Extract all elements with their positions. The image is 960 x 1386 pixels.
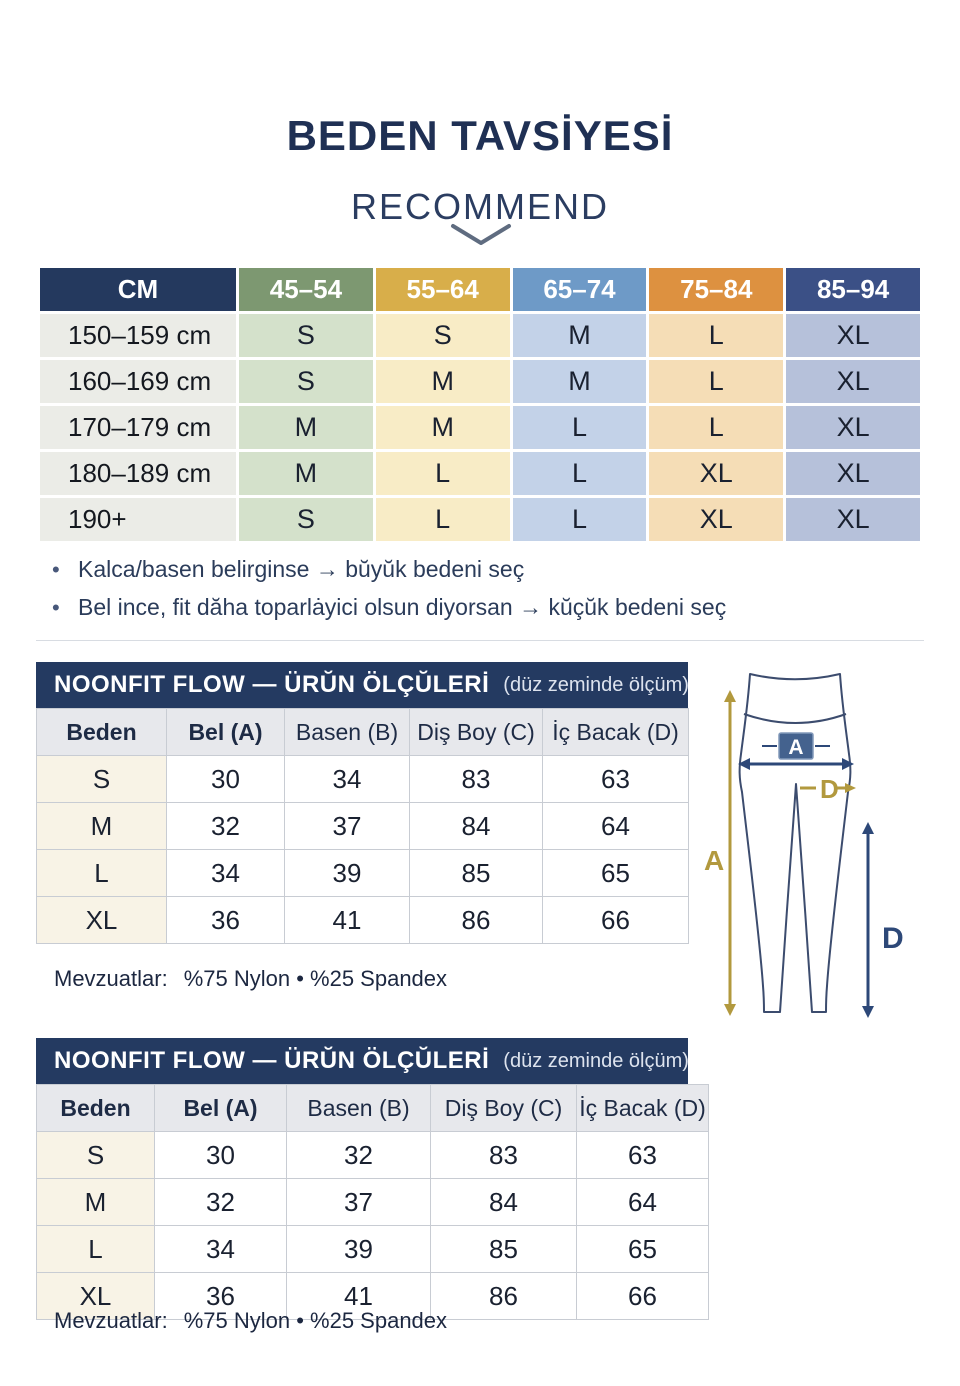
size-cell: S xyxy=(239,498,373,541)
column-header: Beden xyxy=(37,1085,155,1132)
size-cell: XL xyxy=(786,452,920,495)
material-value: %75 Nylon • %25 Spandex xyxy=(183,966,448,991)
measure-cell: 34 xyxy=(155,1226,287,1273)
section-header-bar xyxy=(36,662,688,708)
column-header: İç Bacak (D) xyxy=(577,1085,709,1132)
column-header: İç Bacak (D) xyxy=(543,709,689,756)
measure-cell: 84 xyxy=(431,1179,577,1226)
measure-cell: 64 xyxy=(543,803,689,850)
measure-cell: 86 xyxy=(431,1273,577,1320)
size-cell: XL xyxy=(786,314,920,357)
section-subtitle: (düz zeminde ölçüm) xyxy=(503,1049,689,1072)
measure-cell: 30 xyxy=(167,756,285,803)
measure-cell: 63 xyxy=(543,756,689,803)
column-header: Diş Boy (C) xyxy=(410,709,543,756)
measure-cell: 34 xyxy=(167,850,285,897)
chevron-down-icon xyxy=(450,222,512,248)
size-cell: XL xyxy=(786,360,920,403)
size-cell: XL xyxy=(786,498,920,541)
page-title: BEDEN TAVSİYESİ xyxy=(286,112,674,159)
column-header: Bel (A) xyxy=(167,709,285,756)
size-cell: L xyxy=(376,498,510,541)
size-cell: L xyxy=(649,406,783,449)
size-cell: L xyxy=(649,360,783,403)
column-header-weight-5: 85–94 xyxy=(786,268,920,311)
measure-cell: 39 xyxy=(287,1226,431,1273)
row-label: 180–189 cm xyxy=(40,452,236,495)
tip-item xyxy=(52,556,726,583)
size-cell: M xyxy=(239,452,373,495)
row-label: 190+ xyxy=(40,498,236,541)
section-subtitle: (düz zeminde ölçüm) xyxy=(503,673,689,696)
material-label: Mevzuatlar: xyxy=(54,1308,168,1333)
size-label: M xyxy=(37,1179,155,1226)
column-header-weight-1: 45–54 xyxy=(239,268,373,311)
size-cell: M xyxy=(513,360,647,403)
measure-cell: 37 xyxy=(285,803,410,850)
size-cell: M xyxy=(513,314,647,357)
column-header-cm: CM xyxy=(40,268,236,311)
section-header-bar xyxy=(36,1038,688,1084)
measure-cell: 83 xyxy=(410,756,543,803)
leggings-outline-icon xyxy=(740,674,851,1012)
measure-cell: 86 xyxy=(410,897,543,944)
measure-cell: 32 xyxy=(155,1179,287,1226)
size-cell: XL xyxy=(649,452,783,495)
material-value: %75 Nylon • %25 Spandex xyxy=(183,1308,448,1333)
size-label: XL xyxy=(37,897,167,944)
measure-cell: 83 xyxy=(431,1132,577,1179)
tip-text: Bel ince, fit dăha toparlȧyici olsun diyorsan → kŭçŭk bedeni seç xyxy=(78,594,727,620)
size-cell: XL xyxy=(649,498,783,541)
size-cell: L xyxy=(513,406,647,449)
measure-cell: 85 xyxy=(431,1226,577,1273)
section-divider xyxy=(36,640,924,641)
title-block xyxy=(0,112,960,228)
measurements-table-1 xyxy=(36,708,689,944)
label-a-side: A xyxy=(704,845,725,876)
column-header: Bel (A) xyxy=(155,1085,287,1132)
material-label: Mevzuatlar: xyxy=(54,966,168,991)
size-label: L xyxy=(37,850,167,897)
measure-cell: 36 xyxy=(167,897,285,944)
label-d-side: D xyxy=(882,922,904,955)
size-cell: L xyxy=(376,452,510,495)
tip-item xyxy=(52,594,726,621)
section-title: NOONFIT FLOW — ÜRŬN ÖLÇŬLERİ xyxy=(54,1047,490,1074)
measurements-table-2 xyxy=(36,1084,709,1320)
row-label: 160–169 cm xyxy=(40,360,236,403)
size-cell: S xyxy=(239,360,373,403)
row-label: 150–159 cm xyxy=(40,314,236,357)
column-header-weight-2: 55–64 xyxy=(376,268,510,311)
measure-cell: 63 xyxy=(577,1132,709,1179)
size-label: S xyxy=(37,1132,155,1179)
row-label: 170–179 cm xyxy=(40,406,236,449)
measure-cell: 64 xyxy=(577,1179,709,1226)
tip-text: Kalca/basen belirginse → bŭyŭk bedeni seç xyxy=(78,556,525,582)
measure-cell: 37 xyxy=(287,1179,431,1226)
size-label: XL xyxy=(37,1273,155,1320)
size-cell: S xyxy=(376,314,510,357)
measure-cell: 84 xyxy=(410,803,543,850)
measure-cell: 65 xyxy=(543,850,689,897)
label-a-badge: A xyxy=(788,736,804,759)
measure-cell: 85 xyxy=(410,850,543,897)
measure-cell: 65 xyxy=(577,1226,709,1273)
measure-cell: 34 xyxy=(285,756,410,803)
size-cell: L xyxy=(513,498,647,541)
size-label: S xyxy=(37,756,167,803)
size-cell: M xyxy=(376,406,510,449)
bullet-icon: • xyxy=(52,595,60,620)
material-info xyxy=(54,1308,447,1334)
bullet-icon: • xyxy=(52,557,60,582)
label-d-inline: D xyxy=(820,774,839,804)
column-header: Diş Boy (C) xyxy=(431,1085,577,1132)
section-title: NOONFIT FLOW — ÜRŬN ÖLÇŬLERİ xyxy=(54,671,490,698)
size-cell: L xyxy=(513,452,647,495)
measure-cell: 66 xyxy=(577,1273,709,1320)
column-header: Beden xyxy=(37,709,167,756)
measure-cell: 41 xyxy=(287,1273,431,1320)
size-cell: L xyxy=(649,314,783,357)
leggings-measurement-diagram xyxy=(692,656,954,1032)
size-cell: M xyxy=(239,406,373,449)
size-cell: S xyxy=(239,314,373,357)
measure-cell: 41 xyxy=(285,897,410,944)
arrow-a-vertical xyxy=(724,690,736,1016)
column-header-weight-4: 75–84 xyxy=(649,268,783,311)
fit-tips xyxy=(52,556,726,632)
size-label: L xyxy=(37,1226,155,1273)
size-label: M xyxy=(37,803,167,850)
size-cell: M xyxy=(376,360,510,403)
measure-cell: 32 xyxy=(167,803,285,850)
material-info xyxy=(54,966,447,992)
arrow-d-vertical xyxy=(862,822,874,1018)
page-subtitle: RECOMMEND xyxy=(351,186,609,227)
size-recommendation-table xyxy=(40,268,920,541)
measure-cell: 30 xyxy=(155,1132,287,1179)
measure-cell: 39 xyxy=(285,850,410,897)
size-cell: XL xyxy=(786,406,920,449)
measure-cell: 36 xyxy=(155,1273,287,1320)
column-header-weight-3: 65–74 xyxy=(513,268,647,311)
measure-cell: 32 xyxy=(287,1132,431,1179)
measure-cell: 66 xyxy=(543,897,689,944)
column-header: Basen (B) xyxy=(287,1085,431,1132)
column-header: Basen (B) xyxy=(285,709,410,756)
badge-a xyxy=(779,733,813,759)
